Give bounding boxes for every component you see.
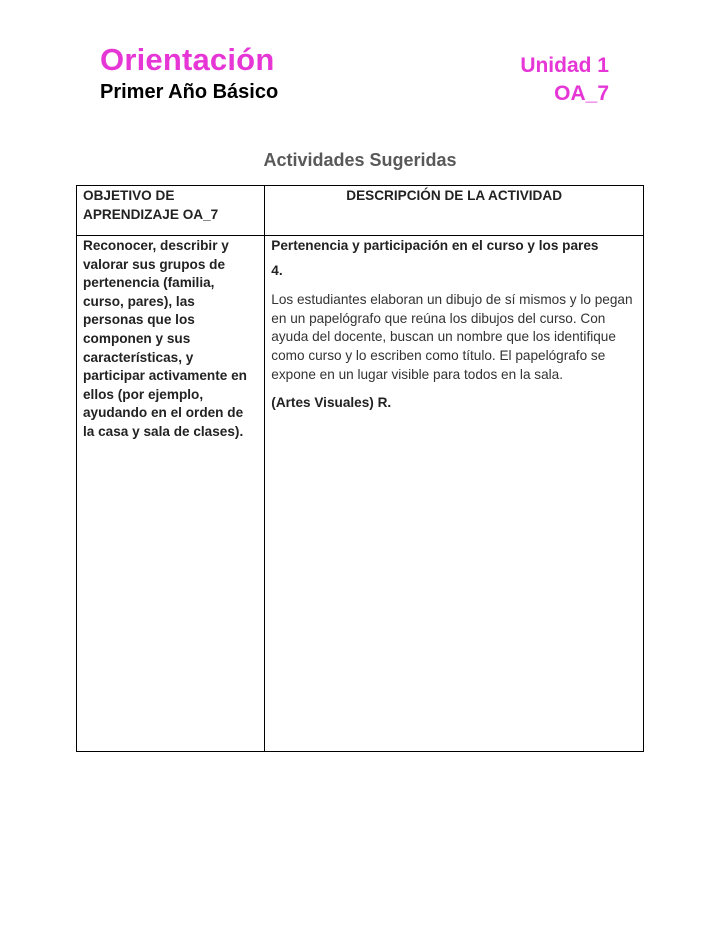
objective-header-cell: OBJETIVO DE APRENDIZAJE OA_7 [77,186,265,236]
activity-reference: (Artes Visuales) R. [271,395,392,411]
activities-table [76,185,644,752]
grade-title: Primer Año Básico [100,81,279,103]
activity-description: Los estudiantes elaboran un dibujo de sí mismos y lo pegan en un papelógrafo que reúna los dibujos del curso. Con ayuda del docente, buscan un nombre que los identifique como curso y lo escriben como título. El papelógrafo se expone en un lugar visible para todos en la sala. [271,292,633,382]
activity-number: 4. [271,262,283,278]
objective-cell [77,236,265,752]
objective-text: Reconocer, describir y valorar sus grupos de pertenencia (familia, curso, pares), las personas que los componen y sus características, y participar activamente en ellos (por ejemplo, ayudando en el orden de la casa y sala de clases). [83,238,247,439]
section-title: Actividades Sugeridas [263,150,457,170]
unit-label: Unidad 1 [520,54,609,77]
objective-code-label: OA_7 [554,82,609,105]
table-row [77,236,644,752]
activity-cell [265,236,644,752]
subject-title: Orientación [100,42,275,77]
activity-title: Pertenencia y participación en el curso y los pares [271,238,599,253]
table-header-row [77,186,644,236]
description-header-cell: DESCRIPCIÓN DE LA ACTIVIDAD [265,186,644,236]
